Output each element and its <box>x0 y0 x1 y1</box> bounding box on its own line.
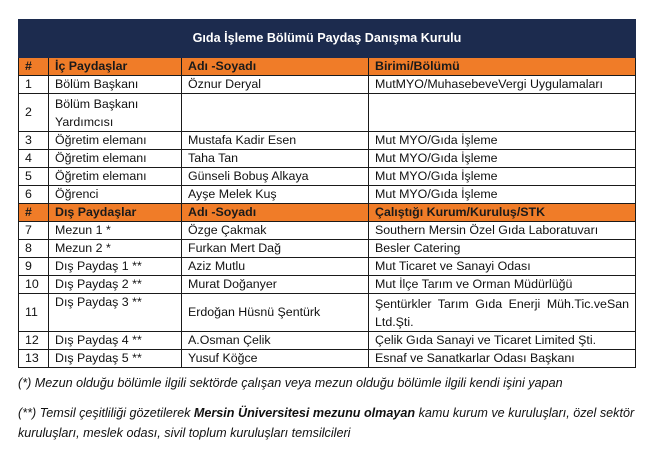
header-number: # <box>19 204 49 222</box>
row-number: 3 <box>19 132 49 150</box>
row-name: A.Osman Çelik <box>182 332 369 350</box>
row-role: Dış Paydaş 5 ** <box>49 350 182 368</box>
row-role: Dış Paydaş 2 ** <box>49 276 182 294</box>
row-role: Bölüm Başkanı <box>49 76 182 94</box>
row-role: Öğretim elemanı <box>49 168 182 186</box>
row-number: 2 <box>19 94 49 132</box>
row-name <box>182 94 369 132</box>
row-role: Dış Paydaş 1 ** <box>49 258 182 276</box>
table-row <box>19 276 636 294</box>
row-organization: Çelik Gıda Sanayi ve Ticaret Limited Şti. <box>369 332 636 350</box>
table-row <box>19 240 636 258</box>
row-number: 12 <box>19 332 49 350</box>
row-number: 11 <box>19 294 49 332</box>
table-row <box>19 132 636 150</box>
table-row <box>19 332 636 350</box>
row-name: Günseli Bobuş Alkaya <box>182 168 369 186</box>
row-name: Yusuf Köğce <box>182 350 369 368</box>
row-unit: Mut MYO/Gıda İşleme <box>369 150 636 168</box>
row-role: Bölüm Başkanı Yardımcısı <box>49 94 182 132</box>
row-number: 8 <box>19 240 49 258</box>
header-name: Adı -Soyadı <box>182 58 369 76</box>
row-role: Mezun 1 * <box>49 222 182 240</box>
row-organization: Mut Ticaret ve Sanayi Odası <box>369 258 636 276</box>
row-unit: Mut MYO/Gıda İşleme <box>369 132 636 150</box>
header-unit: Birimi/Bölümü <box>369 58 636 76</box>
row-role: Öğrenci <box>49 186 182 204</box>
header-internal-stakeholders: İç Paydaşlar <box>49 58 182 76</box>
row-organization: Southern Mersin Özel Gıda Laboratuvarı <box>369 222 636 240</box>
row-organization: Mut İlçe Tarım ve Orman Müdürlüğü <box>369 276 636 294</box>
internal-header-row <box>19 58 636 76</box>
header-organization: Çalıştığı Kurum/Kuruluş/STK <box>369 204 636 222</box>
table-row <box>19 76 636 94</box>
row-name: Furkan Mert Dağ <box>182 240 369 258</box>
table-row <box>19 294 636 332</box>
row-number: 7 <box>19 222 49 240</box>
row-number: 1 <box>19 76 49 94</box>
row-role: Dış Paydaş 3 ** <box>49 294 182 332</box>
row-name: Erdoğan Hüsnü Şentürk <box>182 294 369 332</box>
row-unit <box>369 94 636 132</box>
row-role: Mezun 2 * <box>49 240 182 258</box>
row-number: 5 <box>19 168 49 186</box>
row-name: Öznur Deryal <box>182 76 369 94</box>
external-header-row <box>19 204 636 222</box>
row-number: 4 <box>19 150 49 168</box>
row-organization: Şentürkler Tarım Gıda Enerji Müh.Tic.veSan Ltd.Şti. <box>369 294 636 332</box>
footnote-single-asterisk: (*) Mezun olduğu bölümle ilgili sektörde çalışan veya mezun olduğu bölümle ilgili kendi işini yapan <box>18 376 563 390</box>
row-unit: Mut MYO/Gıda İşleme <box>369 186 636 204</box>
table-title-row <box>19 20 636 58</box>
row-name: Murat Doğanyer <box>182 276 369 294</box>
row-role: Dış Paydaş 4 ** <box>49 332 182 350</box>
row-name: Aziz Mutlu <box>182 258 369 276</box>
row-unit: Mut MYO/Gıda İşleme <box>369 168 636 186</box>
row-name: Mustafa Kadir Esen <box>182 132 369 150</box>
header-number: # <box>19 58 49 76</box>
table-row <box>19 168 636 186</box>
table-row <box>19 222 636 240</box>
table-row <box>19 186 636 204</box>
table-row <box>19 258 636 276</box>
row-name: Ayşe Melek Kuş <box>182 186 369 204</box>
row-name: Taha Tan <box>182 150 369 168</box>
row-unit: MutMYO/MuhasebeveVergi Uygulamaları <box>369 76 636 94</box>
stakeholder-table <box>18 19 636 368</box>
row-role: Öğretim elemanı <box>49 150 182 168</box>
table-row <box>19 350 636 368</box>
row-name: Özge Çakmak <box>182 222 369 240</box>
table-row <box>19 150 636 168</box>
row-number: 10 <box>19 276 49 294</box>
header-name: Adı -Soyadı <box>182 204 369 222</box>
row-number: 13 <box>19 350 49 368</box>
footnote-emphasis: Mersin Üniversitesi mezunu olmayan <box>193 406 416 420</box>
row-number: 6 <box>19 186 49 204</box>
table-row <box>19 94 636 132</box>
footnote-prefix: (**) Temsil çeşitliliği gözetilerek <box>18 406 194 420</box>
row-organization: Besler Catering <box>369 240 636 258</box>
footnote-double-asterisk <box>18 403 648 443</box>
header-external-stakeholders: Dış Paydaşlar <box>49 204 182 222</box>
footnote-suffix: kamu kurum ve kuruluşları, özel sektör kuruluşları, meslek odası, sivil toplum kuruluşları temsilcileri <box>18 406 635 440</box>
row-role: Öğretim elemanı <box>49 132 182 150</box>
row-organization: Esnaf ve Sanatkarlar Odası Başkanı <box>369 350 636 368</box>
table-title: Gıda İşleme Bölümü Paydaş Danışma Kurulu <box>19 20 636 58</box>
row-number: 9 <box>19 258 49 276</box>
